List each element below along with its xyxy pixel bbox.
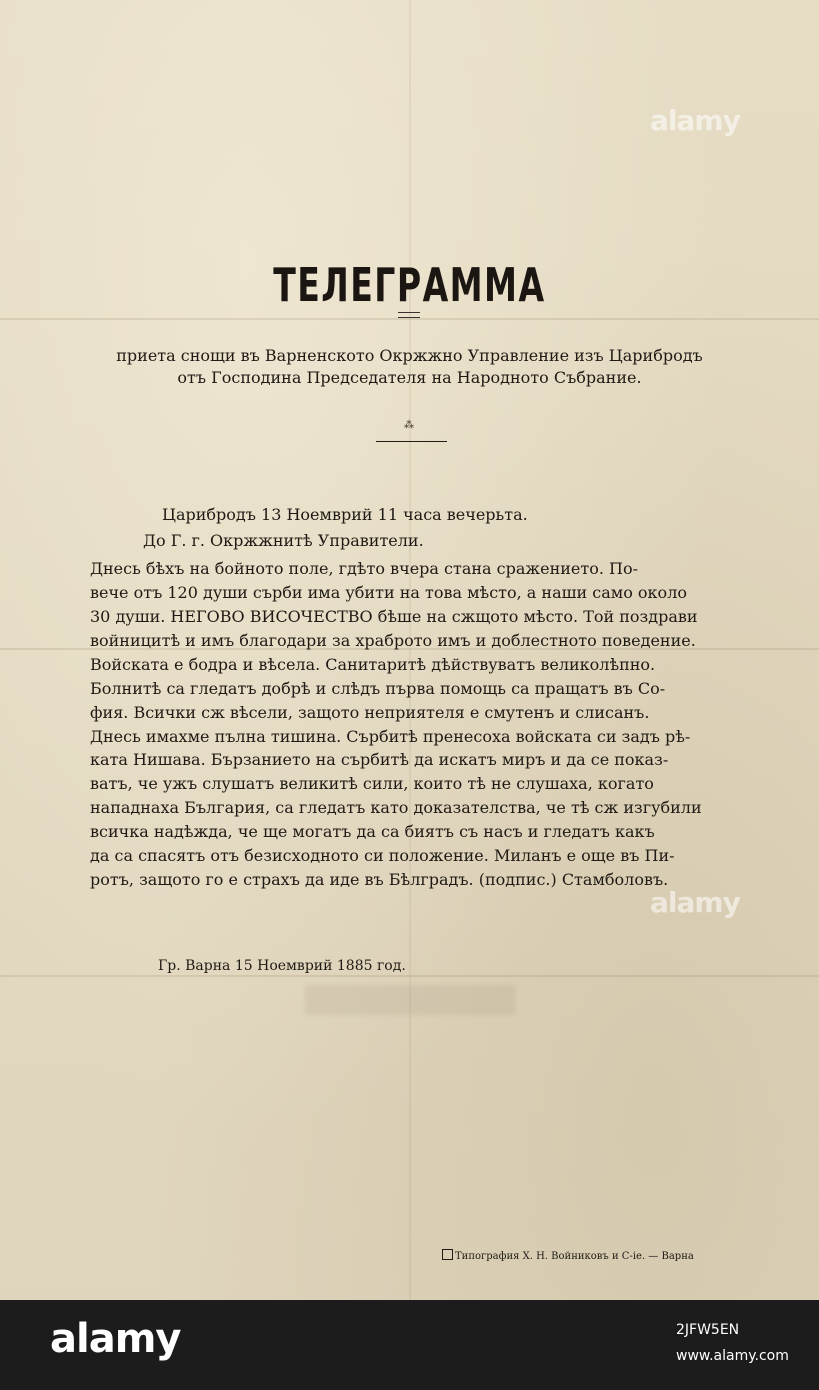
body-line: Днесь имахме пълна тишина. Сърбитѣ пренесоха войската си задъ рѣ-: [90, 727, 691, 746]
body-line: Днесь бѣхъ на бойното поле, гдѣто вчера стана сражението. По-: [90, 559, 639, 578]
body-line: ката Нишава. Бързанието на сърбитѣ да искатъ миръ и да се показ-: [90, 750, 669, 769]
title-ornament: [398, 312, 420, 318]
salutation: До Г. г. Окржжнитѣ Управители.: [143, 531, 424, 550]
body-line: ротъ, защото го е страхъ да иде въ Бѣлградъ. (подпис.) Стамболовъ.: [90, 870, 669, 889]
body-line: да са спасятъ отъ безисходното си положение. Миланъ е още въ Пи-: [90, 846, 675, 865]
bleed-through-stain: [305, 985, 515, 1015]
small-ornament-icon: ⁂: [404, 420, 414, 431]
body-line: всичка надѣжда, че ще могатъ да са биятъ съ насъ и гледатъ какъ: [90, 822, 655, 841]
body-line: войницитѣ и имъ благодари за храброто имъ и доблестното поведение.: [90, 631, 696, 650]
place-date-signoff: Гр. Варна 15 Ноемврий 1885 год.: [158, 958, 406, 974]
body-line: нападнаха България, са гледатъ като доказателства, че тѣ сж изгубили: [90, 798, 702, 817]
body-line: фия. Всички сж вѣсели, защото неприятеля е смутенъ и слисанъ.: [90, 703, 650, 722]
printer-imprint: [442, 1249, 694, 1262]
printer-mark-icon: [442, 1249, 453, 1260]
body-line: 30 души. НЕГОВО ВИСОЧЕСТВО бѣше на сжщото мѣсто. Той поздрави: [90, 607, 698, 626]
subtitle-line: приета снощи въ Варненското Окржжно Управление изъ Царибродъ: [116, 346, 703, 365]
watermark-text: alamy: [650, 104, 740, 137]
subtitle-line: отъ Господина Председателя на Народното Събрание.: [177, 368, 642, 387]
document-title: ТЕЛЕГРАММА: [273, 258, 546, 312]
body-line: вече отъ 120 души сърби има убити на това мѣсто, а наши само около: [90, 583, 687, 602]
watermark-text: alamy: [650, 886, 740, 919]
site-url-label: www.alamy.com: [676, 1348, 789, 1364]
alamy-logo: alamy: [50, 1316, 181, 1362]
body-line: ватъ, че ужъ слушатъ великитѣ сили, които тѣ не слушаха, когато: [90, 774, 654, 793]
dateline: Царибродъ 13 Ноемврий 11 часа вечерьта.: [162, 505, 528, 524]
image-id-label: 2JFW5EN: [676, 1322, 740, 1338]
separator-rule: [376, 441, 447, 442]
printer-imprint-text: Типография Х. Н. Войниковъ и С-iе. — Варна: [455, 1251, 694, 1262]
body-line: Войската е бодра и вѣсела. Санитаритѣ дѣйствуватъ великолѣпно.: [90, 655, 656, 674]
body-line: Болнитѣ са гледатъ добрѣ и слѣдъ първа помощь са пращатъ въ Со-: [90, 679, 666, 698]
